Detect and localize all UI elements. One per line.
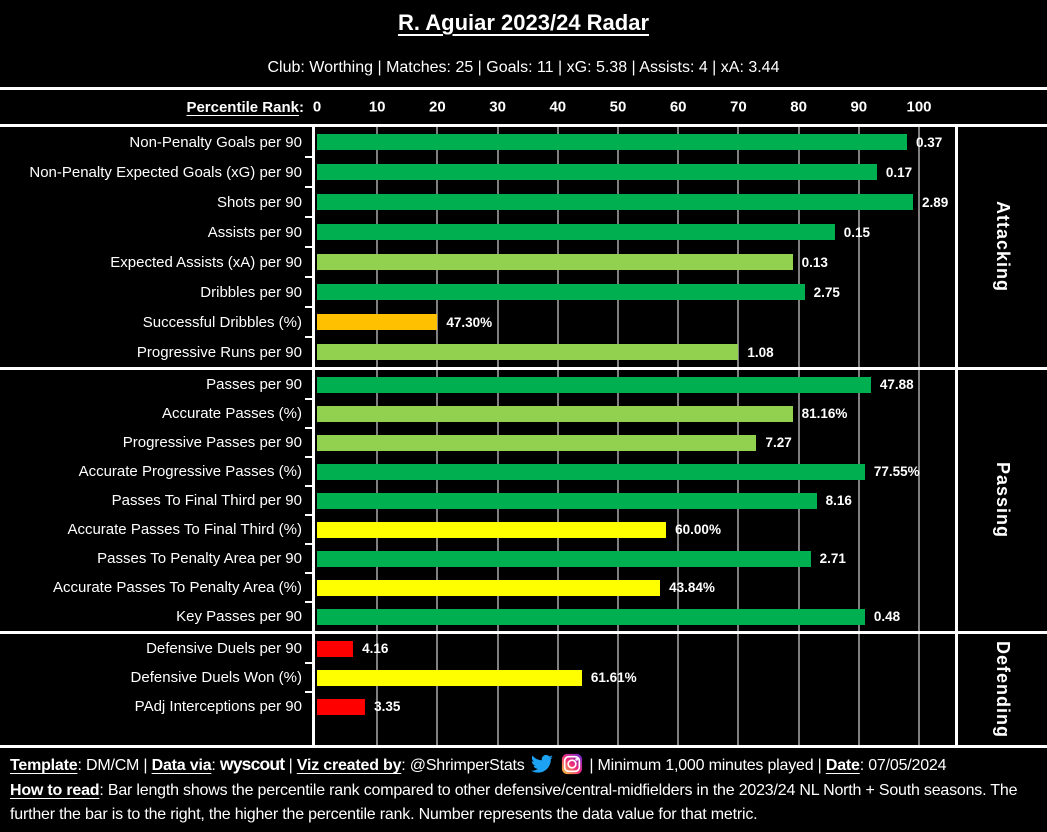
- metric-label: Dribbles per 90: [200, 283, 302, 301]
- section-side-column: [958, 127, 1047, 367]
- metric-label: Accurate Passes (%): [161, 405, 302, 422]
- footer-howto: How to read: Bar length shows the percentile rank compared to other defensive/central-midfielders in the 2023/24 NL North + South seasons. The further the bar is to the right, the higher the percentile rank. Number represents the data value for that metric.: [10, 781, 1018, 823]
- metric-label: Assists per 90: [207, 223, 302, 241]
- metric-value: 0.13: [801, 254, 828, 270]
- axis-caption: Percentile Rank:: [186, 98, 304, 116]
- template-label: Template: [10, 757, 78, 774]
- percentile-bar: [317, 699, 365, 715]
- percentile-bar: [317, 406, 793, 422]
- axis-tick-30: 30: [489, 98, 506, 116]
- metric-row: [315, 217, 955, 247]
- viz-label: Viz created by: [296, 757, 402, 774]
- metric-row: [315, 127, 955, 157]
- percentile-bar: [317, 284, 805, 300]
- metric-label: Non-Penalty Goals per 90: [129, 133, 302, 151]
- metric-value: 3.35: [374, 699, 401, 714]
- metric-value: 2.89: [921, 194, 949, 210]
- metric-label: Passes To Final Third per 90: [111, 492, 302, 509]
- percentile-bar: [317, 344, 738, 360]
- metric-value: 47.88: [879, 377, 914, 392]
- percentile-bar: [317, 377, 871, 393]
- chart-body: [0, 127, 1047, 745]
- metric-row: [315, 544, 955, 573]
- metric-value: 0.37: [915, 134, 943, 150]
- metric-value: 47.30%: [446, 314, 493, 330]
- section-passing: [0, 370, 1047, 631]
- metric-label: Passes To Penalty Area per 90: [97, 550, 302, 567]
- metric-row: [315, 602, 955, 631]
- metric-value: 7.27: [765, 435, 792, 450]
- howto-label: How to read: [10, 781, 100, 799]
- axis-tick-mark: [305, 336, 312, 338]
- percentile-bar: [317, 194, 913, 210]
- percentile-bar: [317, 134, 907, 150]
- section-label-attacking: Attacking: [993, 201, 1013, 293]
- metric-row: [315, 187, 955, 217]
- metric-row: [315, 428, 955, 457]
- footer-credits-line: Template: DM/CM | Data via: wyscout | Viz created by: @ShrimperStats | Minimum 1,000 minutes played | Date: 07/05/2024: [10, 754, 947, 774]
- axis-tick-50: 50: [609, 98, 627, 116]
- metric-row: [315, 486, 955, 515]
- metric-label: Expected Assists (xA) per 90: [110, 253, 302, 271]
- axis-tick-70: 70: [730, 98, 747, 116]
- metric-value: 60.00%: [675, 522, 721, 537]
- metric-row: [315, 663, 955, 692]
- percentile-bar: [317, 670, 582, 686]
- axis-tick-80: 80: [790, 98, 807, 116]
- percentile-bar: [317, 641, 353, 657]
- percentile-bar: [317, 609, 865, 625]
- metric-row: [315, 157, 955, 187]
- metric-value: 0.48: [873, 609, 901, 624]
- metric-value: 77.55%: [873, 464, 920, 479]
- metric-value: 81.16%: [801, 406, 848, 421]
- metric-row: [315, 337, 955, 367]
- axis-tick-mark: [305, 306, 312, 308]
- axis-tick-mark: [305, 485, 312, 487]
- percentile-bar: [317, 164, 877, 180]
- metric-label-column: [0, 370, 312, 631]
- percentile-bar: [317, 224, 835, 240]
- axis-tick-row: [312, 90, 958, 124]
- axis-tick-mark: [305, 427, 312, 429]
- metric-row: [315, 515, 955, 544]
- wyscout-logo: wyscout: [219, 754, 285, 774]
- axis-tick-60: 60: [669, 98, 687, 116]
- metric-row: [315, 247, 955, 277]
- plot-area: [312, 634, 958, 745]
- twitter-icon: [531, 753, 553, 775]
- section-label-defending: Defending: [993, 641, 1013, 738]
- metric-label: Progressive Runs per 90: [136, 343, 302, 361]
- section-side-column: [958, 370, 1047, 631]
- percentile-bar: [317, 493, 817, 509]
- percentile-bar: [317, 254, 793, 270]
- metric-row: [315, 307, 955, 337]
- axis-tick-mark: [305, 246, 312, 248]
- footer: [0, 748, 1047, 828]
- axis-tick-100: 100: [906, 98, 932, 116]
- metric-row: [315, 634, 955, 663]
- plot-area: [312, 127, 958, 367]
- axis-tick-mark: [305, 543, 312, 545]
- axis-header: [0, 90, 1047, 124]
- percentile-bar: [317, 314, 437, 330]
- metric-row: [315, 692, 955, 721]
- metric-value: 8.16: [825, 493, 852, 508]
- axis-tick-mark: [305, 691, 312, 693]
- metric-row: [315, 573, 955, 602]
- date-label: Date: [825, 757, 860, 774]
- axis-tick-20: 20: [429, 98, 446, 116]
- axis-tick-mark: [305, 398, 312, 400]
- axis-tick-mark: [305, 186, 312, 188]
- metric-label: Shots per 90: [216, 193, 302, 211]
- section-defending: [0, 634, 1047, 745]
- axis-tick-mark: [305, 216, 312, 218]
- metric-value: 1.08: [747, 344, 774, 360]
- axis-tick-90: 90: [850, 98, 868, 116]
- metric-value: 61.61%: [590, 670, 637, 685]
- player-summary: Club: Worthing | Matches: 25 | Goals: 11 | xG: 5.38 | Assists: 4 | xA: 3.44: [267, 59, 780, 76]
- metric-value: 4.16: [362, 641, 389, 656]
- metric-label-column: [0, 127, 312, 367]
- section-side-column: [958, 634, 1047, 745]
- axis-tick-10: 10: [368, 98, 386, 116]
- metric-label: Progressive Passes per 90: [122, 434, 302, 451]
- metric-label: Accurate Passes To Penalty Area (%): [52, 579, 302, 596]
- datavia-label: Data via: [151, 757, 212, 774]
- percentile-bar: [317, 522, 666, 538]
- axis-tick-mark: [305, 514, 312, 516]
- section-attacking: [0, 127, 1047, 367]
- axis-tick-mark: [305, 662, 312, 664]
- metric-label: Successful Dribbles (%): [142, 313, 302, 331]
- axis-tick-mark: [305, 601, 312, 603]
- metric-value: 2.75: [813, 284, 840, 300]
- metric-value: 43.84%: [669, 580, 715, 595]
- axis-tick-mark: [305, 572, 312, 574]
- metric-label: Non-Penalty Expected Goals (xG) per 90: [29, 163, 302, 181]
- axis-tick-40: 40: [549, 98, 567, 116]
- metric-label: Defensive Duels per 90: [146, 640, 302, 657]
- percentile-bar: [317, 435, 756, 451]
- metric-label: PAdj Interceptions per 90: [134, 698, 302, 715]
- percentile-bar: [317, 580, 660, 596]
- metric-row: [315, 399, 955, 428]
- section-label-passing: Passing: [993, 462, 1013, 539]
- axis-tick-mark: [305, 456, 312, 458]
- metric-label: Defensive Duels Won (%): [130, 669, 302, 686]
- metric-label: Passes per 90: [206, 376, 302, 393]
- metric-label: Accurate Passes To Final Third (%): [67, 521, 302, 538]
- metric-row: [315, 457, 955, 486]
- axis-tick-mark: [305, 276, 312, 278]
- metric-label-column: [0, 634, 312, 745]
- metric-label: Key Passes per 90: [176, 608, 302, 625]
- percentile-bar: [317, 464, 865, 480]
- metric-label: Accurate Progressive Passes (%): [78, 463, 302, 480]
- axis-tick-mark: [305, 156, 312, 158]
- metric-value: 2.71: [819, 551, 846, 566]
- metric-value: 0.17: [885, 164, 913, 180]
- axis-tick-0: 0: [312, 98, 322, 116]
- metric-row: [315, 277, 955, 307]
- metric-row: [315, 370, 955, 399]
- metric-value: 0.15: [843, 224, 870, 240]
- instagram-icon: [561, 753, 583, 775]
- plot-area: [312, 370, 958, 631]
- page-title: R. Aguiar 2023/24 Radar: [397, 10, 650, 35]
- percentile-bar: [317, 551, 811, 567]
